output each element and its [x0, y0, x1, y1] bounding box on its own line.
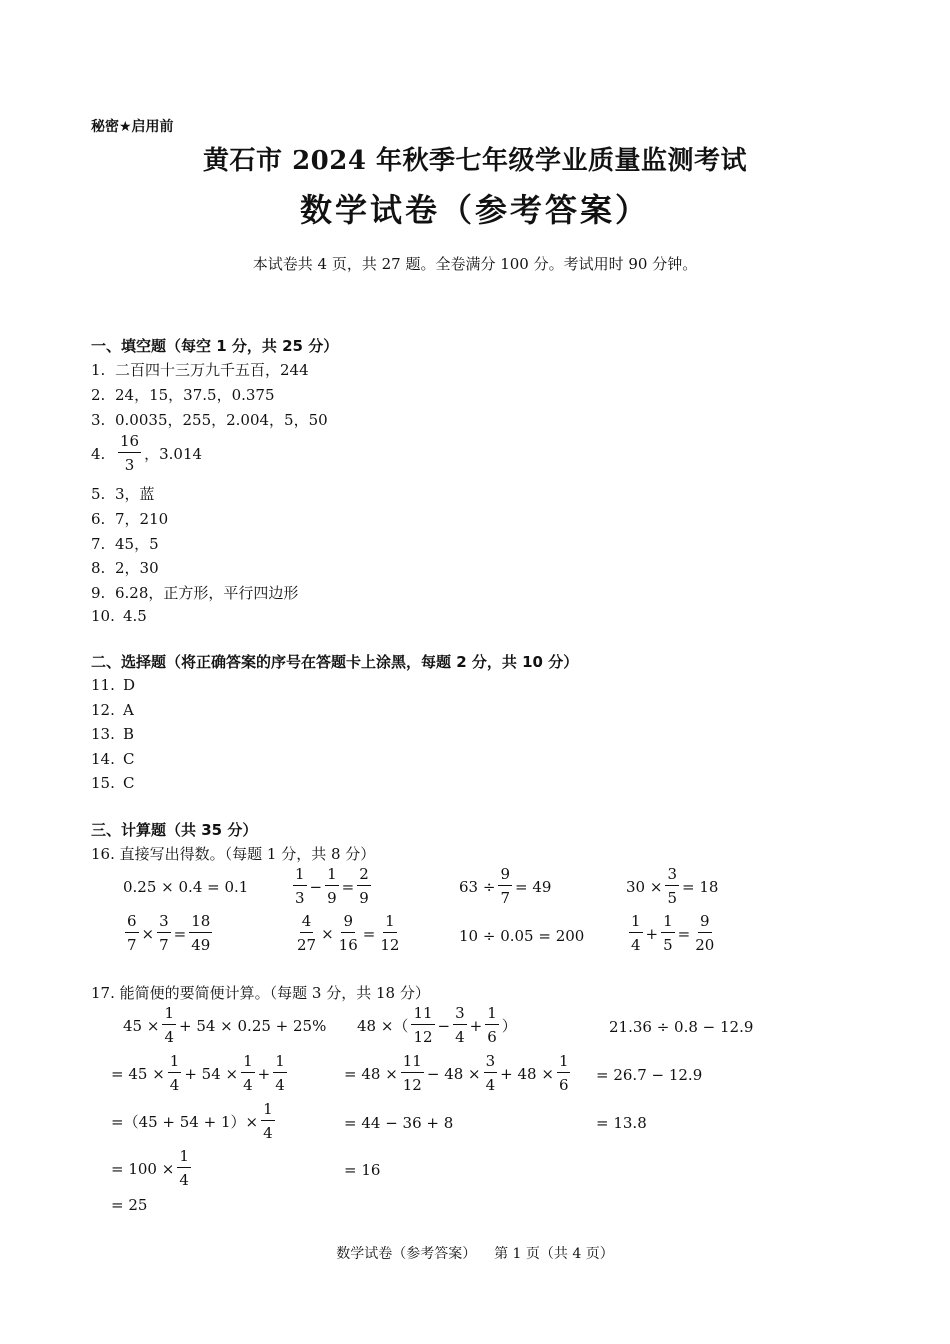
q17-a-line-3: =（45 + 54 + 1）× $\frac{1}{4}$ — [111, 1100, 273, 1142]
q16-expr-3: 63 ÷ $\frac{9}{7}$ = 49 — [459, 865, 552, 907]
q17-a-line-5: = 25 — [111, 1196, 148, 1214]
answer-item: 8. 2，30 — [91, 559, 159, 577]
answer-item: 7. 45，5 — [91, 535, 159, 553]
q17-b-line-4: = 16 — [344, 1161, 381, 1179]
q16-expr-5: $\frac{6}{7}$ × $\frac{3}{7}$ = $\frac{18}{49}$ — [127, 912, 211, 954]
q17-c-line-2: = 26.7 − 12.9 — [596, 1066, 703, 1084]
answer-item: 9. 6.28，正方形，平行四边形 — [91, 584, 299, 602]
q17-b-line-1: 48 ×（ $\frac{11}{12}$ − $\frac{3}{4}$ + $\frac{1}{6}$ ） — [357, 1004, 517, 1046]
q16-expr-6: $\frac{4}{27}$ × $\frac{9}{16}$ = $\frac{1}{12}$ — [297, 912, 400, 954]
q17-c-line-1: 21.36 ÷ 0.8 − 12.9 — [609, 1018, 754, 1036]
q16-expr-4: 30 × $\frac{3}{5}$ = 18 — [626, 865, 719, 907]
section-heading-calculation: 三、计算题（共 35 分） — [91, 821, 258, 839]
answer-item: 2. 24，15，37.5，0.375 — [91, 386, 275, 404]
answer-item: 1. 二百四十三万九千五百，244 — [91, 361, 309, 379]
q16-expr-1: 0.25 × 0.4 = 0.1 — [123, 878, 249, 896]
secret-label: 秘密★启用前 — [91, 119, 174, 135]
q17-b-line-3: = 44 − 36 + 8 — [344, 1114, 454, 1132]
answer-item: 12. A — [91, 701, 134, 719]
question-17-label: 17. 能简便的要简便计算。（每题 3 分，共 18 分） — [91, 984, 430, 1002]
answer-item: 14. C — [91, 750, 135, 768]
q17-a-line-2: = 45 × $\frac{1}{4}$ + 54 × $\frac{1}{4}$ + $\frac{1}{4}$ — [111, 1052, 285, 1094]
answer-item: 13. B — [91, 725, 135, 743]
answer-item: 10. 4.5 — [91, 607, 147, 625]
answer-item: 4. $\frac{16}{3}$ ，3.014 — [91, 432, 203, 474]
answer-item: 15. C — [91, 774, 135, 792]
q17-c-line-3: = 13.8 — [596, 1114, 647, 1132]
answer-item: 5. 3，蓝 — [91, 485, 155, 503]
answer-item: 6. 7，210 — [91, 510, 169, 528]
paper-intro: 本试卷共 4 页，共 27 题。全卷满分 100 分。考试用时 90 分钟。 — [252, 255, 698, 273]
section-heading-multiple-choice: 二、选择题（将正确答案的序号在答题卡上涂黑，每题 2 分，共 10 分） — [91, 653, 579, 671]
q16-expr-2: $\frac{1}{3}$ − $\frac{1}{9}$ = $\frac{2}{9}$ — [295, 865, 369, 907]
question-16-label: 16. 直接写出得数。（每题 1 分，共 8 分） — [91, 845, 376, 863]
answer-item: 3. 0.0035，255，2.004，5，50 — [91, 411, 328, 429]
section-heading-fill-in: 一、填空题（每空 1 分，共 25 分） — [91, 337, 339, 355]
q17-a-line-1: 45 × $\frac{1}{4}$ + 54 × 0.25 + 25% — [123, 1004, 327, 1046]
answer-item: 11. D — [91, 676, 136, 694]
fraction: $\frac{16}{3}$ — [120, 432, 140, 474]
page-footer: 数学试卷（参考答案） 第 1 页（共 4 页） — [336, 1246, 614, 1262]
q16-expr-8: $\frac{1}{4}$ + $\frac{1}{5}$ = $\frac{9}{20}$ — [631, 912, 715, 954]
q16-expr-7: 10 ÷ 0.05 = 200 — [459, 927, 585, 945]
q17-b-line-2: = 48 × $\frac{11}{12}$ − 48 × $\frac{3}{4}$ + 48 × $\frac{1}{6}$ — [344, 1052, 569, 1094]
q17-a-line-4: = 100 × $\frac{1}{4}$ — [111, 1147, 189, 1189]
paper-title: 数学试卷（参考答案） — [299, 191, 650, 229]
exam-title: 黄石市 2024 年秋季七年级学业质量监测考试 — [203, 146, 747, 176]
